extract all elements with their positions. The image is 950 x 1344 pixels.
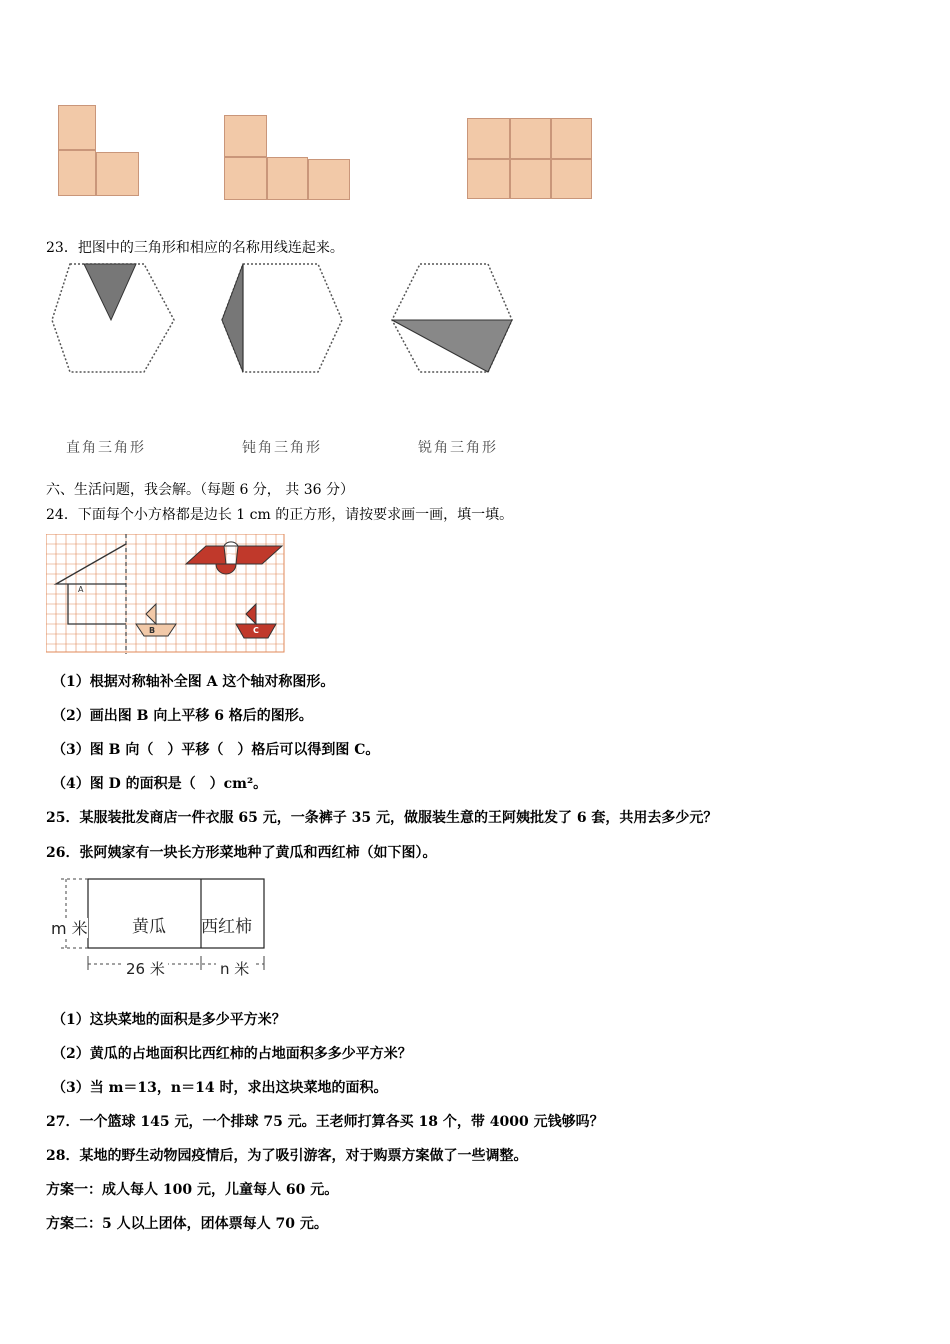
block-square bbox=[224, 157, 267, 200]
hexagon-right-triangle bbox=[52, 264, 174, 372]
garden-rect bbox=[88, 879, 264, 948]
block-square bbox=[467, 159, 510, 199]
block-square bbox=[510, 118, 551, 159]
block-square bbox=[267, 157, 308, 200]
q26-part-2: （2）黄瓜的占地面积比西红柿的占地面积多多少平方米？ bbox=[52, 1046, 412, 1062]
label-26-meters: 26 米 bbox=[126, 960, 165, 978]
plan-2: 方案二：5 人以上团体，团体票每人 70 元。 bbox=[46, 1216, 328, 1232]
q24-part-2: （2）画出图 B 向上平移 6 格后的图形。 bbox=[52, 708, 313, 724]
block-square bbox=[551, 159, 592, 199]
label-cucumber: 黄瓜 bbox=[132, 917, 166, 937]
block-square bbox=[58, 150, 96, 196]
question-26: 26．张阿姨家有一块长方形菜地种了黄瓜和西红柿（如下图）。 bbox=[46, 845, 437, 861]
hexagon-acute-triangle bbox=[392, 264, 512, 372]
label-tomato: 西红柿 bbox=[201, 917, 252, 937]
question-28: 28．某地的野生动物园疫情后，为了吸引游客，对于购票方案做了一些调整。 bbox=[46, 1148, 528, 1164]
garden-figure bbox=[46, 870, 276, 982]
block-square bbox=[224, 115, 267, 157]
block-square bbox=[308, 159, 350, 200]
label-obtuse-triangle: 钝角三角形 bbox=[242, 440, 322, 456]
question-25: 25．某服装批发商店一件衣服 65 元，一条裤子 35 元，做服装生意的王阿姨批发了 6 套，共用去多少元？ bbox=[46, 810, 718, 826]
block-square bbox=[551, 118, 592, 159]
section-6-heading: 六、生活问题，我会解。（每题 6 分， 共 36 分） bbox=[46, 482, 354, 498]
figure-d-label: D bbox=[227, 553, 234, 562]
q24-part-4: （4）图 D 的面积是（ ）cm²。 bbox=[52, 776, 268, 792]
hexagon-figures bbox=[40, 260, 540, 380]
label-m-meters: m 米 bbox=[51, 919, 88, 938]
question-24: 24．下面每个小方格都是边长 1 cm 的正方形，请按要求画一画，填一填。 bbox=[46, 507, 514, 523]
question-23: 23．把图中的三角形和相应的名称用线连起来。 bbox=[46, 240, 344, 256]
q26-part-3: （3）当 m＝13，n＝14 时，求出这块菜地的面积。 bbox=[52, 1080, 388, 1096]
block-square bbox=[510, 159, 551, 199]
figure-a-label: A bbox=[78, 585, 84, 594]
figure-b-label: B bbox=[149, 626, 156, 635]
label-n-meters: n 米 bbox=[220, 960, 250, 978]
q26-part-1: （1）这块菜地的面积是多少平方米？ bbox=[52, 1012, 286, 1028]
block-square bbox=[467, 118, 510, 159]
label-acute-triangle: 锐角三角形 bbox=[418, 440, 498, 456]
hexagon-obtuse-triangle bbox=[222, 264, 342, 372]
plan-1: 方案一：成人每人 100 元，儿童每人 60 元。 bbox=[46, 1182, 339, 1198]
q24-part-3: （3）图 B 向（ ）平移（ ）格后可以得到图 C。 bbox=[52, 742, 380, 758]
block-square bbox=[96, 152, 139, 196]
grid-figure bbox=[46, 534, 286, 654]
q24-part-1: （1）根据对称轴补全图 A 这个轴对称图形。 bbox=[52, 674, 335, 690]
label-right-triangle: 直角三角形 bbox=[66, 440, 146, 456]
question-27: 27．一个篮球 145 元，一个排球 75 元。王老师打算各买 18 个，带 4000 元钱够吗？ bbox=[46, 1114, 604, 1130]
block-square bbox=[58, 105, 96, 150]
figure-c-label: C bbox=[253, 626, 259, 635]
